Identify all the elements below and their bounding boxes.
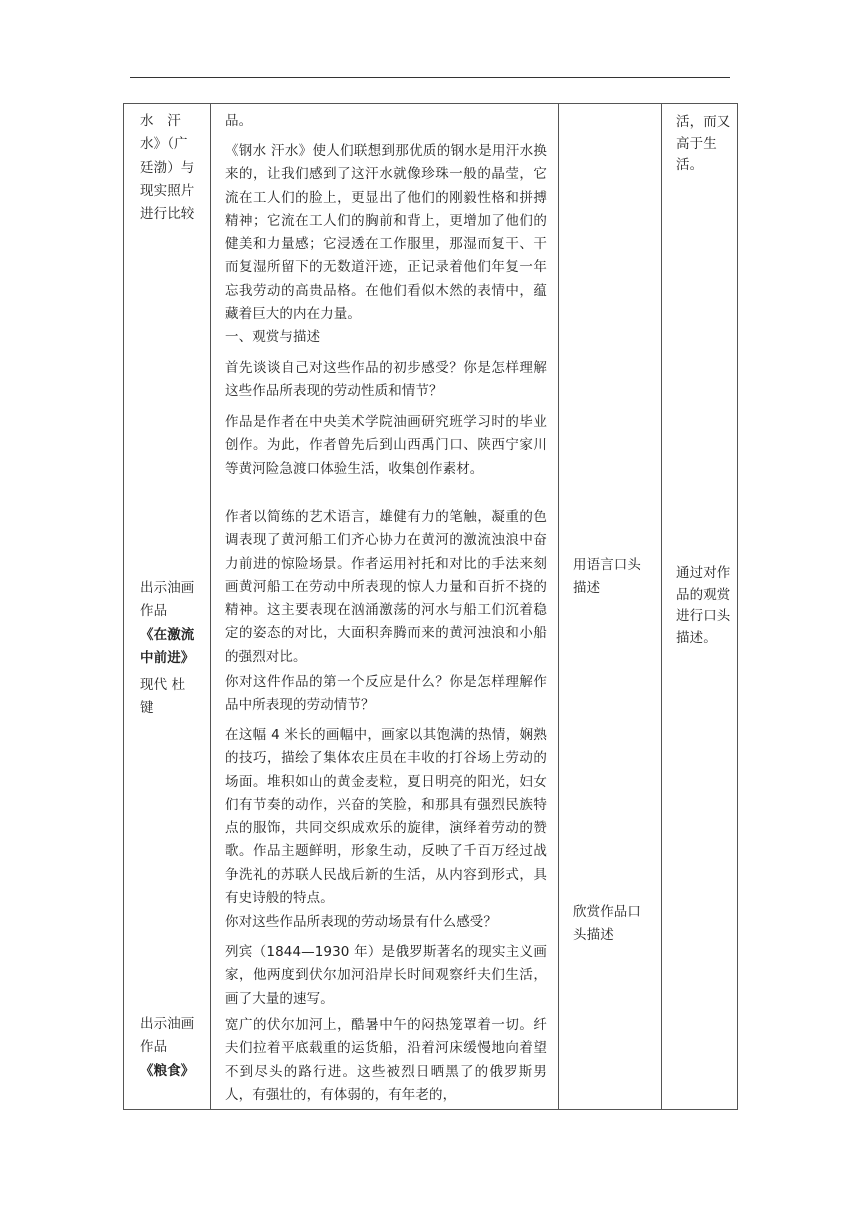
content-paragraph: 品。 (225, 113, 253, 129)
header-rule (130, 77, 730, 78)
painting-title: 《粮食》 (140, 1062, 195, 1079)
content-paragraph: 《钢水 汗水》使人们联想到那优质的钢水是用汗水换来的，让我们感到了这汗水就像珍珠一般的晶莹，它流在工人们的脸上，更显出了他们的刚毅性格和拼搏精神；它流在工人们的胸前和背上，更增加了他们的健美和力量感；它浸透在工作服里，那湿而复干、干而复湿所留下的无数道汗迹，正记录着他们年复一年忘我劳动的高贵品格。在他们看似木然的表情中，蕴藏着巨大的内在力量。 (225, 143, 547, 323)
content-paragraph: 作者以简练的艺术语言，雄健有力的笔触，凝重的色调表现了黄河船工们齐心协力在黄河的激流浊浪中奋力前进的惊险场景。作者运用衬托和对比的手法来刻画黄河船工在劳动中所表现的惊人力量和百折不挠的精神。这主要表现在汹涌激荡的河水与船工们沉着稳定的姿态的对比，大面积奔腾而来的黄河浊浪和小船的强烈对比。 (225, 509, 547, 665)
activity-compare-photo: 水 汗水》（广廷渤）与现实照片进行比较 (140, 113, 195, 223)
content-paragraph: 列宾（1844—1930 年）是俄罗斯著名的现实主义画家，他两度到伏尔加河沿岸长时间观察纤夫们生活，画了大量的速写。 (225, 944, 547, 1007)
question-paragraph: 首先谈谈自己对这些作品的初步感受？你是怎样理解这些作品所表现的劳动性质和情节？ (225, 360, 547, 400)
design-intent: 通过对作品的观赏进行口头描述。 (676, 565, 731, 646)
content-paragraph: 在这幅 4 米长的画幅中，画家以其饱满的热情，娴熟的技巧，描绘了集体农庄员在丰收的打谷场上劳动的场面。堆积如山的黄金麦粒，夏日明亮的阳光，妇女们有节奏的动作，兴奋的笑脸，和那具有强烈民族特点的服饰，共同交织成欢乐的旋律，演绎着劳动的赞歌。作品主题鲜明，形象生动，反映了千百万经过战争洗礼的苏联人民战后新的生活，从内容到形式，具有史诗般的特点。 (225, 727, 547, 907)
content-paragraph: 作品是作者在中央美术学院油画研究班学习时的毕业创作。为此，作者曾先后到山西禹门口、陕西宁家川等黄河险急渡口体验生活，收集创作素材。 (225, 414, 547, 477)
student-activity: 欣赏作品口头描述 (573, 904, 641, 944)
content-column (211, 104, 558, 1109)
question-paragraph: 你对这件作品的第一个反应是什么？你是怎样理解作品中所表现的劳动情节？ (225, 674, 547, 714)
painting-title: 《在激流中前进》 (140, 626, 195, 666)
student-activity-column (559, 104, 661, 1109)
activity-label: 出示油画作品 (140, 580, 195, 620)
design-intent-column (662, 104, 738, 1109)
section-heading: 一、观赏与描述 (225, 329, 321, 345)
student-activity: 用语言口头描述 (573, 557, 641, 597)
activity-label: 出示油画作品 (140, 1016, 195, 1056)
design-intent: 活，而又高于生活。 (676, 114, 731, 173)
activity-show-painting-1 (140, 577, 198, 721)
teacher-activity-column (124, 104, 210, 1109)
question-paragraph: 你对这些作品所表现的劳动场景有什么感受？ (225, 914, 497, 930)
lesson-table (123, 103, 738, 1110)
activity-show-painting-2 (140, 1013, 198, 1083)
painting-author: 现代 杜键 (140, 677, 186, 717)
content-paragraph: 宽广的伏尔加河上，酷暑中午的闷热笼罩着一切。纤夫们拉着平底载重的运货船，沿着河床缓慢地向着望不到尽头的路行进。这些被烈日晒黑了的俄罗斯男人，有强壮的，有体弱的，有年老的， (225, 1017, 547, 1103)
